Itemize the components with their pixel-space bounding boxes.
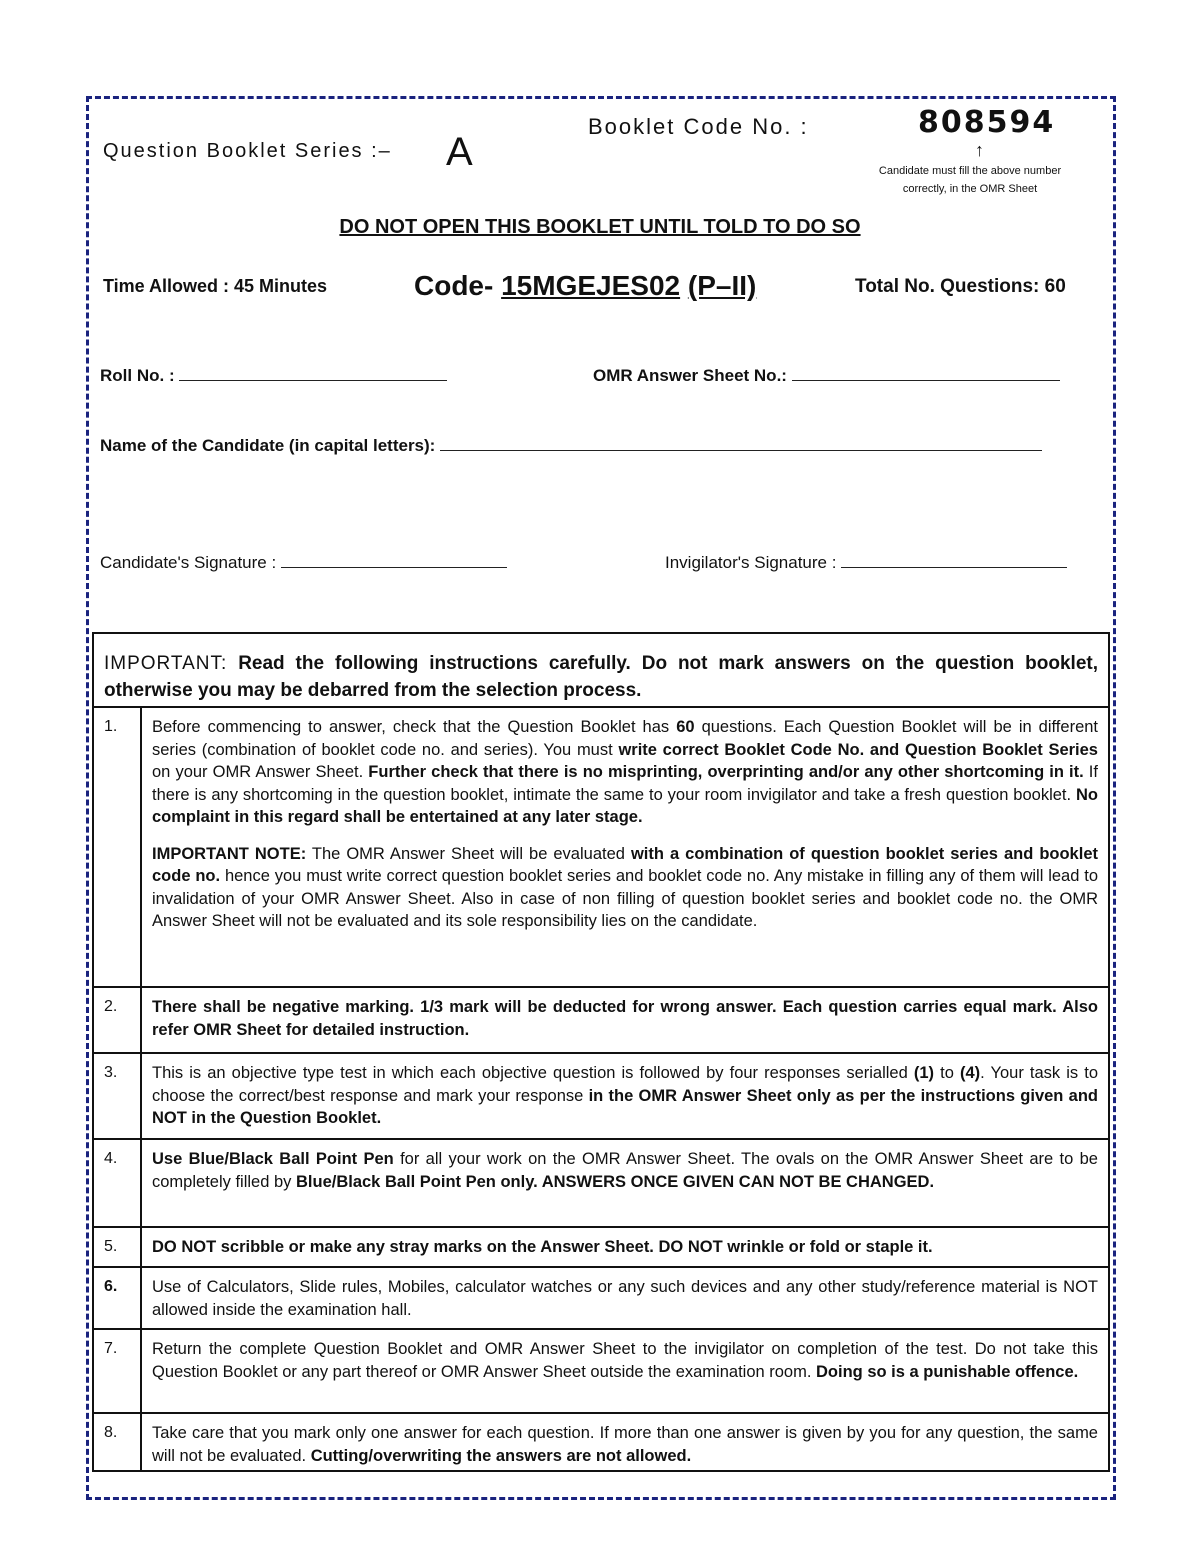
text-run: Use of Calculators, Slide rules, Mobiles, calculator watches or any such devices and any other study/reference material is NOT allowed inside the examination hall. — [152, 1278, 1098, 1319]
candidate-name-line[interactable] — [440, 436, 1042, 451]
important-text: Read the following instructions carefully. Do not mark answers on the question booklet, otherwise you may be debarred from the selection process. — [104, 653, 1098, 701]
invigilator-signature-field[interactable] — [665, 553, 1067, 573]
text-run: 60 — [676, 718, 695, 736]
instruction-paragraph — [152, 1236, 1098, 1259]
candidate-name-field[interactable] — [100, 436, 1042, 456]
paper-code-separator — [680, 270, 688, 301]
text-run: Blue/Black Ball Point Pen only. ANSWERS ONCE GIVEN CAN NOT BE CHANGED. — [295, 1172, 935, 1191]
instruction-row-5 — [94, 1228, 1108, 1268]
text-run: on your OMR Answer Sheet. — [152, 763, 369, 781]
instruction-number: 5. — [94, 1228, 142, 1266]
paper-code — [414, 270, 756, 302]
instruction-text — [152, 1236, 1098, 1259]
candidate-name-label: Name of the Candidate (in capital letters): — [100, 436, 436, 455]
instruction-paragraph — [152, 716, 1098, 829]
instruction-paragraph — [152, 996, 1098, 1041]
instruction-row-1 — [94, 708, 1108, 988]
instruction-row-7 — [94, 1330, 1108, 1414]
text-run: Before commencing to answer, check that the Question Booklet has — [152, 718, 677, 736]
text-run: There shall be negative marking. 1/3 mark will be deducted for wrong answer. Each question carries equal mark. Also refer OMR Sheet for detailed instruction. — [152, 998, 1098, 1039]
text-run: for all your work on the OMR Answer Sheet. The ovals on the OMR Answer Sheet are to be completely filled by — [152, 1150, 1098, 1191]
instruction-row-6 — [94, 1268, 1108, 1330]
text-run: IMPORTANT NOTE: — [152, 844, 307, 863]
instruction-text — [152, 1276, 1098, 1321]
text-run: DO NOT scribble or make any stray marks on the Answer Sheet. DO NOT wrinkle or fold or staple it. — [152, 1238, 933, 1256]
booklet-code-value: 808594 — [918, 105, 1056, 140]
text-run: write correct Booklet Code No. and Question Booklet Series — [618, 740, 1098, 759]
omr-sheet-number-line[interactable] — [792, 366, 1060, 381]
instruction-paragraph — [152, 1148, 1098, 1193]
instruction-text — [152, 1422, 1098, 1467]
invigilator-signature-line[interactable] — [841, 553, 1067, 568]
instruction-row-4 — [94, 1140, 1108, 1228]
instruction-text — [152, 1062, 1098, 1130]
total-questions: Total No. Questions: 60 — [855, 276, 1066, 297]
instruction-number: 7. — [94, 1330, 142, 1412]
instruction-row-8 — [94, 1414, 1108, 1470]
omr-sheet-number-label: OMR Answer Sheet No.: — [593, 366, 787, 385]
text-run: questions. Each Question Booklet will be in different series (combination of booklet code no. and series). You must — [152, 718, 1099, 759]
series-label: Question Booklet Series :– — [103, 140, 392, 162]
instruction-number: 6. — [94, 1268, 142, 1328]
omr-sheet-number-field[interactable] — [593, 366, 1060, 386]
instruction-paragraph — [152, 1276, 1098, 1321]
text-run: (1) — [913, 1064, 935, 1082]
paper-code-prefix: Code- — [414, 270, 502, 301]
instruction-number: 8. — [94, 1414, 142, 1470]
text-run: The OMR Answer Sheet will be evaluated — [306, 844, 631, 863]
instruction-number: 4. — [94, 1140, 142, 1226]
candidate-signature-line[interactable] — [281, 553, 507, 568]
roll-number-line[interactable] — [179, 366, 447, 381]
time-allowed: Time Allowed : 45 Minutes — [103, 276, 328, 296]
text-run: with a combination of question booklet series and booklet code no. — [152, 844, 1098, 885]
instruction-text — [152, 1148, 1098, 1193]
text-run: Further check that there is no misprinting, overprinting and/or any other shortcoming in it. — [368, 763, 1084, 781]
text-run: in the OMR Answer Sheet only as per the instructions given and NOT in the Question Booklet. — [152, 1086, 1099, 1127]
roll-number-field[interactable] — [100, 366, 447, 386]
paper-code-main: 15MGEJES02 — [501, 270, 681, 301]
important-banner — [94, 634, 1108, 708]
text-run: hence you must write correct question booklet series and booklet code no. Any mistake in filling any of them will lead to invalidation of your OMR Answer Sheet. Also in case of non filling of question booklet series and booklet code no. the OMR Answer Sheet will not be evaluated and its sole responsibility lies on the candidate. — [152, 867, 1099, 930]
text-run: (4) — [959, 1064, 981, 1082]
instruction-number: 1. — [94, 708, 142, 986]
instruction-text — [152, 1338, 1098, 1383]
candidate-signature-field[interactable] — [100, 553, 507, 573]
booklet-code-note: Candidate must fill the above number correctly, in the OMR Sheet — [878, 165, 1062, 195]
series-value: A — [446, 130, 473, 174]
text-run: This is an objective type test in which each objective question is followed by four responses serialled — [152, 1064, 914, 1082]
instruction-paragraph — [152, 1338, 1098, 1383]
text-run: Use Blue/Black Ball Point Pen — [152, 1150, 394, 1168]
instruction-note — [152, 843, 1098, 933]
instruction-number: 3. — [94, 1054, 142, 1138]
text-run: Doing so is a punishable offence. — [816, 1362, 1079, 1381]
roll-number-label: Roll No. : — [100, 366, 175, 385]
important-lead: IMPORTANT: — [104, 653, 228, 674]
instruction-row-3 — [94, 1054, 1108, 1140]
text-run: No complaint in this regard shall be entertained at any later stage. — [152, 785, 1098, 826]
invigilator-signature-label: Invigilator's Signature : — [665, 553, 837, 572]
text-run: If there is any shortcoming in the question booklet, intimate the same to your room invigilator and take a fresh question booklet. — [152, 763, 1098, 804]
text-run: Take care that you mark only one answer for each question. If more than one answer is given by you for any question, the same will not be evaluated. — [152, 1424, 1098, 1465]
booklet-code-label: Booklet Code No. : — [588, 114, 809, 139]
paper-code-part: (P–II) — [687, 270, 757, 301]
instruction-text — [152, 716, 1098, 933]
text-run: to — [934, 1064, 960, 1082]
do-not-open-notice: DO NOT OPEN THIS BOOKLET UNTIL TOLD TO DO SO — [339, 216, 861, 238]
instruction-row-2 — [94, 988, 1108, 1054]
instruction-paragraph — [152, 1422, 1098, 1467]
instruction-number: 2. — [94, 988, 142, 1052]
instruction-text — [152, 996, 1098, 1041]
arrow-up-icon: ↑ — [975, 140, 984, 160]
candidate-signature-label: Candidate's Signature : — [100, 553, 277, 572]
text-run: . Your task is to choose the correct/best response and mark your response — [152, 1064, 1098, 1105]
instructions-table — [92, 632, 1110, 1472]
instruction-paragraph — [152, 1062, 1098, 1130]
text-run: Cutting/overwriting the answers are not allowed. — [310, 1446, 692, 1465]
text-run: Return the complete Question Booklet and OMR Answer Sheet to the invigilator on completion of the test. Do not take this Question Booklet or any part thereof or OMR Answer Sheet outside the examination room. — [152, 1340, 1098, 1381]
